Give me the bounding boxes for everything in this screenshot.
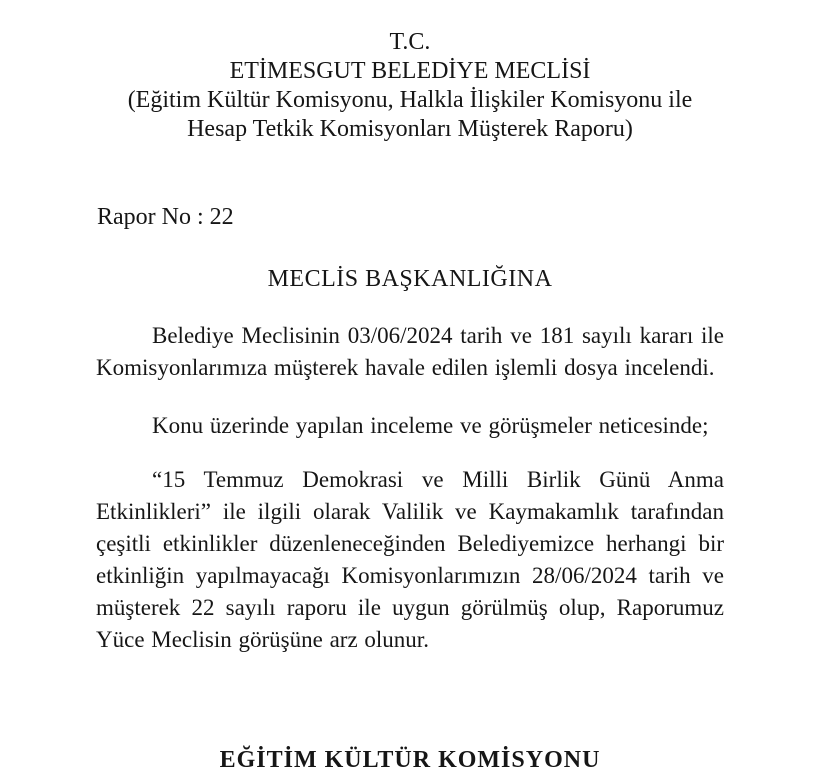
paragraph-examination: Konu üzerinde yapılan inceleme ve görüşmeler neticesinde;	[152, 413, 709, 438]
footer-commission-title: EĞİTİM KÜLTÜR KOMİSYONU	[219, 747, 601, 773]
republic-heading: T.C.	[389, 29, 431, 55]
salutation-heading: MECLİS BAŞKANLIĞINA	[267, 266, 553, 292]
commissions-subheading-line-2: Hesap Tetkik Komisyonları Müşterek Raporu)	[187, 116, 633, 142]
document-header	[0, 0, 820, 144]
council-heading: ETİMESGUT BELEDİYE MECLİSİ	[229, 58, 591, 84]
commissions-subheading-line-1: (Eğitim Kültür Komisyonu, Halkla İlişkiler Komisyonu ile	[127, 87, 693, 113]
paragraph-referral: Belediye Meclisinin 03/06/2024 tarih ve 181 sayılı kararı ile Komisyonlarımıza müşterek havale edilen işlemli dosya incelendi.	[96, 323, 724, 380]
report-number: Rapor No : 22	[97, 204, 234, 230]
paragraph-decision: “15 Temmuz Demokrasi ve Milli Birlik Günü Anma Etkinlikleri” ile ilgili olarak Valilik ve Kaymakamlık tarafından çeşitli etkinlikler düzenleneceğinden Belediyemizce herhangi bir etkinliğin yapılmayacağı Komisyonlarımızın 28/06/2024 tarih ve müşterek 22 sayılı raporu ile uygun görülmüş olup, Raporumuz Yüce Meclisin görüşüne arz olunur.	[96, 467, 724, 652]
